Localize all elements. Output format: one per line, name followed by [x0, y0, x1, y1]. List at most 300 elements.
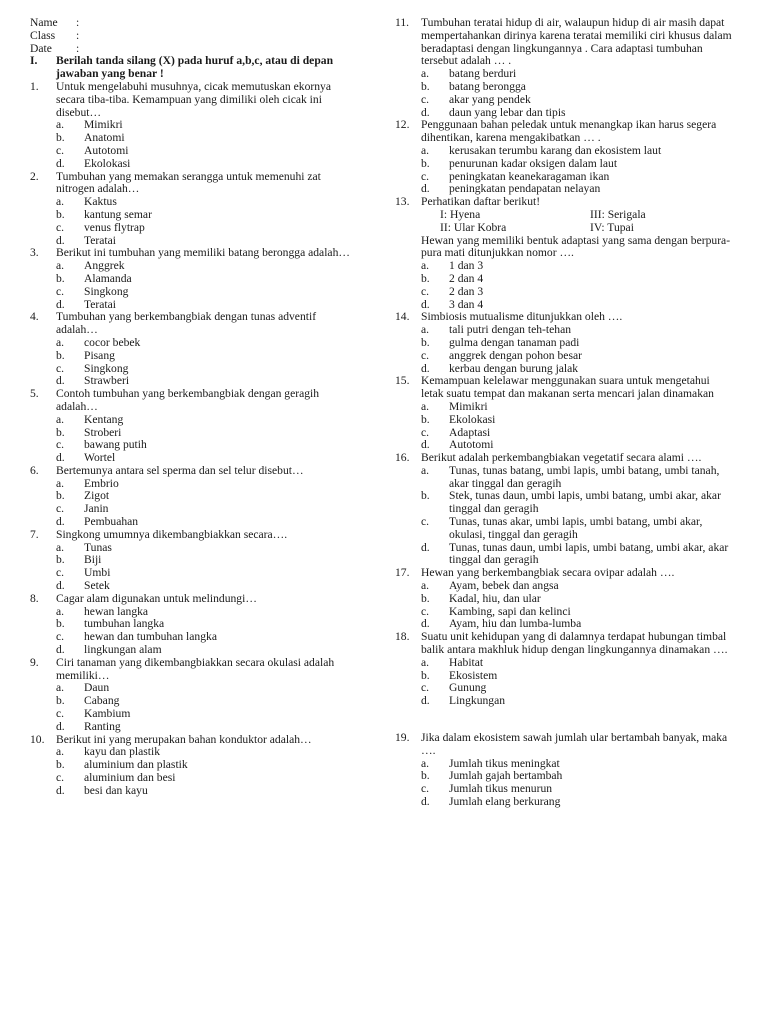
option-letter: a.: [56, 745, 65, 759]
question-number: 17.: [395, 566, 410, 580]
question-text: Ciri tanaman yang dikembangbiakkan secara okulasi adalah memiliki…: [56, 655, 335, 682]
answer-options: [395, 465, 733, 567]
answer-option[interactable]: [30, 119, 360, 132]
question-number: 12.: [395, 118, 410, 132]
option-text: Anggrek: [84, 259, 125, 273]
class-row: [30, 30, 360, 43]
answer-option[interactable]: [395, 94, 733, 107]
answer-option[interactable]: [395, 796, 733, 809]
option-text: Daun: [84, 681, 110, 695]
question-text: Tumbuhan yang memakan serangga untuk memenuhi zat nitrogen adalah…: [56, 169, 321, 196]
option-letter: d.: [421, 182, 430, 196]
option-text: Lingkungan: [449, 694, 506, 708]
question-18: [395, 631, 733, 708]
question-4: [30, 311, 360, 388]
option-text: Jumlah elang berkurang: [449, 795, 561, 809]
answer-option[interactable]: [395, 682, 733, 695]
question-12: [395, 119, 733, 196]
question-number: 14.: [395, 310, 410, 324]
answer-options: [395, 68, 733, 119]
option-text: kantung semar: [84, 207, 152, 221]
answer-options: [30, 606, 360, 657]
option-text: besi dan kayu: [84, 783, 148, 797]
right-question-list-1: [395, 17, 733, 196]
option-text: peningkatan keanekaragaman ikan: [449, 169, 610, 183]
option-letter: b.: [56, 425, 65, 439]
option-letter: b.: [421, 412, 430, 426]
option-text: aluminium dan besi: [84, 771, 176, 785]
option-letter: a.: [56, 604, 65, 618]
right-column: [395, 17, 733, 809]
answer-option[interactable]: [30, 350, 360, 363]
option-letter: d.: [56, 719, 65, 733]
option-letter: c.: [56, 438, 65, 452]
question-number: 15.: [395, 374, 410, 388]
question-11: [395, 17, 733, 119]
option-text: Jumlah tikus meningkat: [449, 756, 560, 770]
answer-option[interactable]: [395, 81, 733, 94]
option-letter: c.: [421, 681, 430, 695]
option-letter: d.: [56, 783, 65, 797]
answer-option[interactable]: [30, 785, 360, 798]
option-text: Ayam, bebek dan angsa: [449, 579, 559, 593]
answer-option[interactable]: [30, 490, 360, 503]
option-letter: a.: [421, 655, 430, 669]
spacer: [395, 708, 733, 732]
option-letter: b.: [56, 489, 65, 503]
answer-option[interactable]: [395, 770, 733, 783]
option-text: Stek, tunas daun, umbi lapis, umbi batang, umbi akar, akar tinggal dan geragih: [449, 489, 721, 516]
option-text: Kaktus: [84, 195, 117, 209]
answer-option[interactable]: [30, 209, 360, 222]
question-text: Berikut adalah perkembangbiakan vegetatif secara alami ….: [421, 451, 702, 465]
option-text: Autotomi: [449, 438, 494, 452]
option-letter: b.: [421, 489, 430, 503]
option-text: kayu dan plastik: [84, 745, 160, 759]
answer-option[interactable]: [30, 644, 360, 657]
answer-option[interactable]: [30, 772, 360, 785]
option-letter: c.: [56, 361, 65, 375]
answer-options: [395, 145, 733, 196]
answer-option[interactable]: [395, 580, 733, 593]
option-letter: b.: [56, 553, 65, 567]
option-text: Jumlah gajah bertambah: [449, 769, 563, 783]
option-text: venus flytrap: [84, 220, 145, 234]
answer-option[interactable]: [30, 682, 360, 695]
option-text: tumbuhan langka: [84, 617, 165, 631]
question-text: Untuk mengelabuhi musuhnya, cicak memutuskan ekornya secara tiba-tiba. Kemampuan yang dimiliki oleh cicak ini disebut…: [56, 79, 331, 119]
answer-option[interactable]: [30, 158, 360, 171]
answer-options: [30, 478, 360, 529]
option-text: Biji: [84, 553, 102, 567]
answer-options: [30, 414, 360, 465]
answer-option[interactable]: [30, 145, 360, 158]
option-letter: b.: [421, 668, 430, 682]
option-letter: a.: [56, 412, 65, 426]
option-text: Pisang: [84, 348, 115, 362]
answer-options: [30, 542, 360, 593]
question-text: Tumbuhan teratai hidup di air, walaupun hidup di air masih dapat mempertahankan dirinya karena teratai memiliki ciri khusus dalam beradaptasi dengan lingkungannya . Cara adaptasi tumbuhan tersebut adalah … .: [421, 16, 732, 68]
option-text: peningkatan pendapatan nelayan: [449, 182, 601, 196]
answer-option[interactable]: [30, 567, 360, 580]
answer-option[interactable]: [395, 758, 733, 771]
question-number: 9.: [30, 655, 39, 669]
answer-option[interactable]: [395, 465, 733, 491]
option-text: batang berduri: [449, 67, 517, 81]
question-text: Kemampuan kelelawar menggunakan suara untuk mengetahui letak suatu tempat dan makanan serta mencari jalan dinamakan: [421, 374, 714, 401]
option-letter: c.: [56, 502, 65, 516]
answer-option[interactable]: [30, 580, 360, 593]
question-9: [30, 657, 360, 734]
option-letter: a.: [56, 259, 65, 273]
option-letter: c.: [421, 169, 430, 183]
option-letter: b.: [56, 694, 65, 708]
answer-options: [30, 337, 360, 388]
option-text: anggrek dengan pohon besar: [449, 348, 582, 362]
option-text: Teratai: [84, 297, 117, 311]
question-number: 2.: [30, 169, 39, 183]
answer-option[interactable]: [395, 783, 733, 796]
option-text: Singkong: [84, 361, 129, 375]
option-letter: a.: [421, 756, 430, 770]
option-text: Tunas, tunas akar, umbi lapis, umbi batang, umbi akar, okulasi, tinggal dan geragih: [449, 515, 703, 541]
option-letter: b.: [56, 348, 65, 362]
option-text: Cabang: [84, 694, 120, 708]
answer-option[interactable]: [395, 286, 733, 299]
left-question-list: [30, 81, 360, 798]
option-text: Embrio: [84, 476, 119, 490]
option-text: Ekosistem: [449, 668, 498, 682]
question-followup: Hewan yang memiliki bentuk adaptasi yang sama dengan berpura-pura mati ditunjukkan nomor ….: [421, 233, 731, 260]
question-number: 10.: [30, 732, 45, 746]
question-number: 4.: [30, 310, 39, 324]
section-number: I.: [30, 54, 38, 68]
option-letter: a.: [421, 399, 430, 413]
option-letter: c.: [421, 348, 430, 362]
class-colon: :: [76, 28, 80, 42]
question-number: 5.: [30, 387, 39, 401]
answer-option[interactable]: [30, 721, 360, 734]
answer-option[interactable]: [395, 260, 733, 273]
answer-option[interactable]: [30, 363, 360, 376]
list-item: I: Hyena: [440, 207, 481, 221]
answer-options: [30, 119, 360, 170]
question-text: Perhatikan daftar berikut!: [421, 195, 541, 209]
option-text: Ekolokasi: [84, 156, 131, 170]
question-number: 19.: [395, 731, 410, 745]
option-text: bawang putih: [84, 438, 147, 452]
option-letter: d.: [56, 515, 65, 529]
option-letter: a.: [56, 476, 65, 490]
option-text: Kadal, hiu, dan ular: [449, 591, 541, 605]
answer-option[interactable]: [30, 337, 360, 350]
option-letter: b.: [421, 335, 430, 349]
option-letter: c.: [421, 515, 430, 529]
option-letter: c.: [421, 425, 430, 439]
option-letter: b.: [56, 207, 65, 221]
answer-options: [395, 657, 733, 708]
question-1: [30, 81, 360, 171]
option-text: lingkungan alam: [84, 643, 162, 657]
option-letter: a.: [56, 335, 65, 349]
answer-options: [395, 401, 733, 452]
section-heading: [30, 55, 360, 81]
answer-option[interactable]: [30, 196, 360, 209]
option-letter: c.: [421, 284, 430, 298]
list-item: III: Serigala: [590, 207, 646, 221]
question-text: Bertemunya antara sel sperma dan sel telur disebut…: [56, 463, 304, 477]
question-number: 16.: [395, 451, 410, 465]
option-letter: d.: [56, 156, 65, 170]
option-text: Zigot: [84, 489, 110, 503]
option-text: Jumlah tikus menurun: [449, 782, 553, 796]
answer-option[interactable]: [30, 286, 360, 299]
answer-options: [30, 196, 360, 247]
option-letter: c.: [56, 220, 65, 234]
question-text: Jika dalam ekosistem sawah jumlah ular bertambah banyak, maka ….: [421, 731, 728, 757]
option-text: Ranting: [84, 719, 121, 733]
option-letter: b.: [421, 769, 430, 783]
answer-options: [30, 260, 360, 311]
option-letter: d.: [421, 297, 430, 311]
option-text: Kentang: [84, 412, 124, 426]
answer-option[interactable]: [395, 145, 733, 158]
animal-list: [395, 209, 733, 235]
answer-option[interactable]: [30, 222, 360, 235]
question-8: [30, 593, 360, 657]
answer-option[interactable]: [30, 708, 360, 721]
class-label: Class: [30, 28, 56, 42]
section-instruction: Berilah tanda silang (X) pada huruf a,b,c, atau di depan jawaban yang benar !: [56, 54, 334, 81]
question-7: [30, 529, 360, 593]
option-letter: c.: [56, 284, 65, 298]
option-letter: b.: [56, 617, 65, 631]
option-text: Adaptasi: [449, 425, 491, 439]
answer-option[interactable]: [395, 158, 733, 171]
option-letter: a.: [56, 118, 65, 132]
option-text: Autotomi: [84, 143, 129, 157]
question-5: [30, 388, 360, 465]
option-text: Ekolokasi: [449, 412, 496, 426]
option-text: Kambium: [84, 707, 131, 721]
answer-option[interactable]: [30, 132, 360, 145]
question-2: [30, 171, 360, 248]
option-letter: a.: [421, 143, 430, 157]
answer-option[interactable]: [395, 657, 733, 670]
answer-option[interactable]: [30, 427, 360, 440]
option-letter: b.: [56, 758, 65, 772]
option-text: Gunung: [449, 681, 487, 695]
question-14: [395, 311, 733, 375]
answer-option[interactable]: [30, 414, 360, 427]
answer-option[interactable]: [395, 516, 733, 542]
question-10: [30, 734, 360, 798]
answer-option[interactable]: [395, 695, 733, 708]
answer-option[interactable]: [30, 452, 360, 465]
question-text: Simbiosis mutualisme ditunjukkan oleh ….: [421, 310, 623, 324]
option-text: Ayam, hiu dan lumba-lumba: [449, 617, 582, 631]
option-letter: c.: [421, 92, 430, 106]
option-letter: c.: [56, 771, 65, 785]
left-column: [30, 17, 360, 798]
option-text: Teratai: [84, 233, 117, 247]
list-item: II: Ular Kobra: [440, 220, 507, 234]
answer-option[interactable]: [30, 631, 360, 644]
option-letter: a.: [421, 67, 430, 81]
option-letter: d.: [421, 795, 430, 809]
option-text: Tunas: [84, 540, 112, 554]
question-number: 3.: [30, 246, 39, 260]
option-letter: d.: [421, 361, 430, 375]
option-letter: d.: [56, 643, 65, 657]
question-number: 13.: [395, 195, 410, 209]
date-label: Date: [30, 41, 52, 55]
option-text: kerbau dengan burung jalak: [449, 361, 579, 375]
answer-options: [395, 324, 733, 375]
option-text: tali putri dengan teh-tehan: [449, 323, 572, 337]
option-text: Strawberi: [84, 374, 130, 388]
option-text: Wortel: [84, 451, 116, 465]
answer-option[interactable]: [395, 273, 733, 286]
question-text: Tumbuhan yang berkembangbiak dengan tunas adventif adalah…: [56, 310, 317, 337]
answer-option[interactable]: [395, 350, 733, 363]
option-letter: d.: [421, 540, 430, 554]
question-text: Singkong umumnya dikembangbiakkan secara….: [56, 527, 288, 541]
option-letter: c.: [421, 782, 430, 796]
answer-option[interactable]: [30, 554, 360, 567]
question-number: 8.: [30, 591, 39, 605]
option-text: Pembuahan: [84, 515, 139, 529]
answer-option[interactable]: [395, 324, 733, 337]
question-number: 1.: [30, 79, 39, 93]
option-text: Umbi: [84, 566, 111, 580]
option-text: cocor bebek: [84, 335, 141, 349]
option-text: 2 dan 3: [449, 284, 484, 298]
option-text: batang berongga: [449, 79, 526, 93]
option-text: daun yang lebar dan tipis: [449, 105, 566, 119]
answer-option[interactable]: [395, 427, 733, 440]
option-text: Mimikri: [449, 399, 488, 413]
question-text: Cagar alam digunakan untuk melindungi…: [56, 591, 257, 605]
option-text: hewan langka: [84, 604, 149, 618]
question-text: Suatu unit kehidupan yang di dalamnya terdapat hubungan timbal balik antara makhluk hidup dengan lingkungannya dinamakan ….: [421, 630, 728, 657]
name-row: [30, 17, 360, 30]
option-text: Anatomi: [84, 131, 125, 145]
date-colon: :: [76, 41, 80, 55]
answer-option[interactable]: [395, 68, 733, 81]
answer-options: [395, 580, 733, 631]
question-17: [395, 567, 733, 631]
question-text: Berikut ini yang merupakan bahan konduktor adalah…: [56, 732, 312, 746]
answer-option[interactable]: [30, 273, 360, 286]
option-text: Habitat: [449, 655, 484, 669]
question-3: [30, 247, 360, 311]
option-letter: d.: [421, 617, 430, 631]
answer-option[interactable]: [395, 490, 733, 516]
question-number: 7.: [30, 527, 39, 541]
answer-option[interactable]: [30, 695, 360, 708]
question-text: Berikut ini tumbuhan yang memiliki batang berongga adalah…: [56, 246, 350, 260]
answer-option[interactable]: [395, 414, 733, 427]
answer-option[interactable]: [30, 516, 360, 529]
option-text: Janin: [84, 502, 109, 516]
question-text: Penggunaan bahan peledak untuk menangkap ikan harus segera dihentikan, karena mengakibatkan … .: [421, 118, 717, 145]
option-letter: d.: [56, 297, 65, 311]
answer-option[interactable]: [395, 337, 733, 350]
option-letter: b.: [56, 131, 65, 145]
option-text: Tunas, tunas batang, umbi lapis, umbi batang, umbi tanah, akar tinggal dan geragih: [449, 463, 720, 490]
answer-option[interactable]: [30, 542, 360, 555]
right-question-list-2: [395, 311, 733, 708]
option-letter: a.: [421, 463, 430, 477]
question-number: 6.: [30, 463, 39, 477]
answer-option[interactable]: [395, 401, 733, 414]
option-letter: c.: [56, 143, 65, 157]
answer-option[interactable]: [395, 593, 733, 606]
name-colon: :: [76, 16, 80, 29]
answer-option[interactable]: [395, 542, 733, 568]
option-letter: c.: [421, 604, 430, 618]
option-letter: d.: [421, 694, 430, 708]
answer-option[interactable]: [395, 670, 733, 683]
answer-option[interactable]: [30, 478, 360, 491]
option-text: Alamanda: [84, 271, 132, 285]
answer-options: [395, 260, 733, 311]
option-letter: d.: [56, 579, 65, 593]
option-text: akar yang pendek: [449, 92, 531, 106]
option-letter: a.: [421, 323, 430, 337]
question-number: 18.: [395, 630, 410, 644]
option-letter: a.: [56, 195, 65, 209]
option-text: kerusakan terumbu karang dan ekosistem laut: [449, 143, 662, 157]
option-letter: a.: [56, 681, 65, 695]
option-letter: a.: [421, 259, 430, 273]
option-text: Singkong: [84, 284, 129, 298]
option-text: aluminium dan plastik: [84, 758, 188, 772]
option-letter: d.: [421, 438, 430, 452]
question-6: [30, 465, 360, 529]
option-text: Setek: [84, 579, 110, 593]
question-number: 11.: [395, 16, 410, 29]
answer-option[interactable]: [30, 260, 360, 273]
option-letter: b.: [421, 156, 430, 170]
option-text: 2 dan 4: [449, 271, 484, 285]
option-letter: d.: [56, 374, 65, 388]
option-letter: b.: [56, 271, 65, 285]
answer-options: [30, 746, 360, 797]
option-text: gulma dengan tanaman padi: [449, 335, 580, 349]
option-text: Tunas, tunas daun, umbi lapis, umbi batang, umbi akar, akar tinggal dan geragih: [449, 540, 729, 567]
option-text: 3 dan 4: [449, 297, 484, 311]
option-letter: c.: [56, 630, 65, 644]
option-letter: c.: [56, 566, 65, 580]
answer-option[interactable]: [30, 759, 360, 772]
answer-option[interactable]: [30, 503, 360, 516]
option-letter: c.: [56, 707, 65, 721]
option-letter: b.: [421, 271, 430, 285]
question-19: [395, 732, 733, 809]
option-letter: b.: [421, 591, 430, 605]
option-text: Mimikri: [84, 118, 123, 132]
answer-options: [30, 682, 360, 733]
list-item: IV: Tupai: [590, 220, 634, 234]
option-letter: b.: [421, 79, 430, 93]
option-letter: a.: [421, 579, 430, 593]
answer-option[interactable]: [30, 606, 360, 619]
answer-option[interactable]: [30, 439, 360, 452]
answer-option[interactable]: [30, 746, 360, 759]
question-13: [395, 196, 733, 311]
